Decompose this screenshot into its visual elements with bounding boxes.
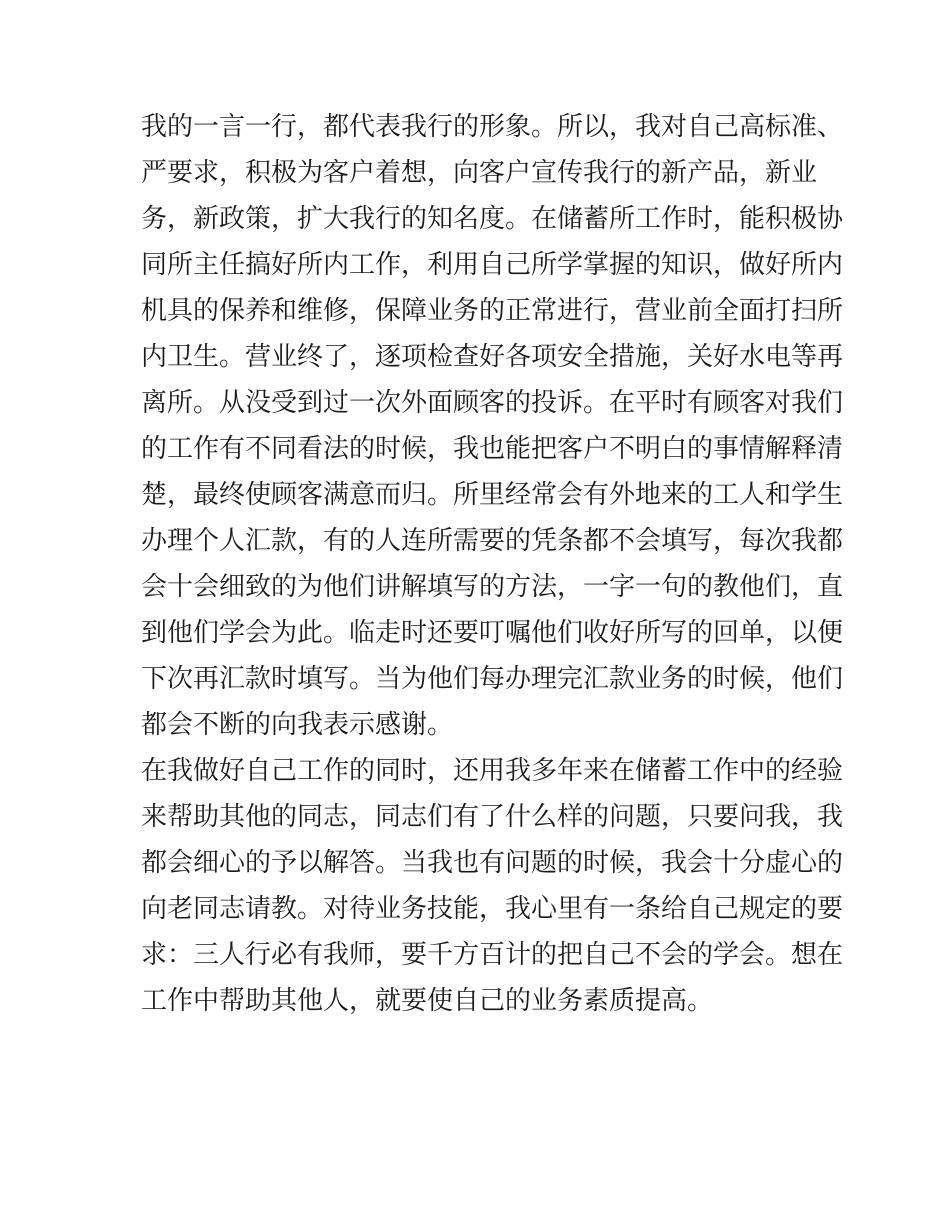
text-line: 都会细心的予以解答。当我也有问题的时候，我会十分虚心的 bbox=[141, 848, 844, 878]
text-line: 会十会细致的为他们讲解填写的方法，一字一句的教他们，直 bbox=[141, 572, 844, 602]
text-line: 离所。从没受到过一次外面顾客的投诉。在平时有顾客对我们 bbox=[141, 388, 844, 418]
text-line: 在我做好自己工作的同时，还用我多年来在储蓄工作中的经验 bbox=[141, 756, 844, 786]
text-line: 向老同志请教。对待业务技能，我心里有一条给自己规定的要 bbox=[141, 894, 844, 924]
text-line: 楚，最终使顾客满意而归。所里经常会有外地来的工人和学生 bbox=[141, 480, 844, 510]
text-line: 严要求，积极为客户着想，向客户宣传我行的新产品，新业 bbox=[141, 158, 818, 188]
text-line: 来帮助其他的同志，同志们有了什么样的问题，只要问我，我 bbox=[141, 802, 844, 832]
text-line: 机具的保养和维修，保障业务的正常进行，营业前全面打扫所 bbox=[141, 296, 844, 326]
text-line: 务，新政策，扩大我行的知名度。在储蓄所工作时，能积极协 bbox=[141, 204, 844, 234]
text-line: 内卫生。营业终了，逐项检查好各项安全措施，关好水电等再 bbox=[141, 342, 844, 372]
text-line: 办理个人汇款，有的人连所需要的凭条都不会填写，每次我都 bbox=[141, 526, 844, 556]
text-line: 同所主任搞好所内工作，利用自己所学掌握的知识，做好所内 bbox=[141, 250, 844, 280]
text-line: 我的一言一行，都代表我行的形象。所以，我对自己高标准、 bbox=[141, 112, 844, 142]
text-line: 都会不断的向我表示感谢。 bbox=[141, 710, 454, 740]
text-line: 的工作有不同看法的时候，我也能把客户不明白的事情解释清 bbox=[141, 434, 844, 464]
text-line: 下次再汇款时填写。当为他们每办理完汇款业务的时候，他们 bbox=[141, 664, 844, 694]
text-line: 工作中帮助其他人，就要使自己的业务素质提高。 bbox=[141, 986, 714, 1016]
text-line: 求：三人行必有我师，要千方百计的把自己不会的学会。想在 bbox=[141, 940, 844, 970]
text-line: 到他们学会为此。临走时还要叮嘱他们收好所写的回单，以便 bbox=[141, 618, 844, 648]
body-text bbox=[141, 104, 844, 1024]
